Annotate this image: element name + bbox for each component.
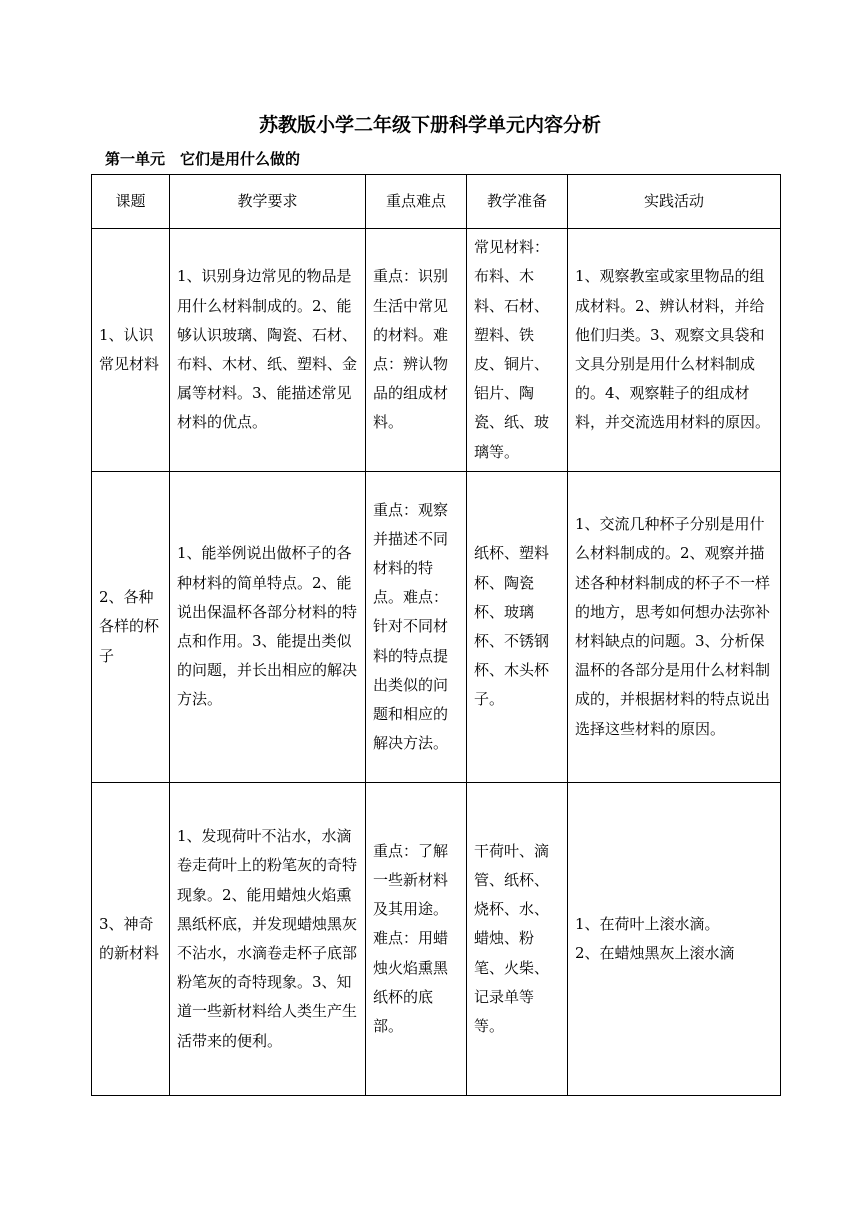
table-row <box>92 229 781 472</box>
unit-content-table <box>91 174 781 1096</box>
activities-cell <box>568 783 781 1096</box>
key-points-cell: 重点：观察并描述不同材料的特点。难点：针对不同材料的特点提出类似的问题和相应的解决方法。 <box>366 472 467 783</box>
key-points-cell: 重点：了解一些新材料及其用途。难点：用蜡烛火焰熏黑纸杯的底部。 <box>366 783 467 1096</box>
preparation-cell: 干荷叶、滴管、纸杯、烧杯、水、蜡烛、粉笔、火柴、记录单等等。 <box>467 783 568 1096</box>
header-key-points: 重点难点 <box>366 175 467 229</box>
topic-cell: 1、认识常见材料 <box>92 229 170 472</box>
header-topic: 课题 <box>92 175 170 229</box>
requirements-cell: 1、发现荷叶不沾水，水滴卷走荷叶上的粉笔灰的奇特现象。2、能用蜡烛火焰熏黑纸杯底，并发现蜡烛黑灰不沾水，水滴卷走杯子底部粉笔灰的奇特现象。3、知道一些新材料给人类生产生活带来的便利。 <box>170 783 366 1096</box>
requirements-cell: 1、识别身边常见的物品是用什么材料制成的。2、能够认识玻璃、陶瓷、石材、布料、木材、纸、塑料、金属等材料。3、能描述常见材料的优点。 <box>170 229 366 472</box>
activities-cell: 1、观察教室或家里物品的组成材料。2、辨认材料，并给他们归类。3、观察文具袋和文具分别是用什么材料制成的。4、观察鞋子的组成材料，并交流选用材料的原因。 <box>568 229 781 472</box>
header-preparation: 教学准备 <box>467 175 568 229</box>
unit-heading: 第一单元 它们是用什么做的 <box>105 150 301 168</box>
activity-line: 2、在蜡烛黑灰上滚水滴 <box>575 944 735 962</box>
topic-cell: 3、神奇的新材料 <box>92 783 170 1096</box>
document-title: 苏教版小学二年级下册科学单元内容分析 <box>258 114 601 136</box>
requirements-cell: 1、能举例说出做杯子的各种材料的简单特点。2、能说出保温杯各部分材料的特点和作用。3、能提出类似的问题，并长出相应的解决方法。 <box>170 472 366 783</box>
header-activities: 实践活动 <box>568 175 781 229</box>
preparation-cell: 常见材料：布料、木料、石材、塑料、铁皮、铜片、铝片、陶瓷、纸、玻璃等。 <box>467 229 568 472</box>
table-row <box>92 472 781 783</box>
header-requirements: 教学要求 <box>170 175 366 229</box>
activity-line: 1、在荷叶上滚水滴。 <box>575 914 720 933</box>
table-row <box>92 783 781 1096</box>
activities-cell: 1、交流几种杯子分别是用什么材料制成的。2、观察并描述各种材料制成的杯子不一样的地方，思考如何想办法弥补材料缺点的问题。3、分析保温杯的各部分是用什么材料制成的，并根据材料的特点说出选择这些材料的原因。 <box>568 472 781 783</box>
key-points-cell: 重点：识别生活中常见的材料。难点：辨认物品的组成材料。 <box>366 229 467 472</box>
topic-cell: 2、各种各样的杯子 <box>92 472 170 783</box>
table-header-row <box>92 175 781 229</box>
preparation-cell: 纸杯、塑料杯、陶瓷杯、玻璃杯、不锈钢杯、木头杯子。 <box>467 472 568 783</box>
